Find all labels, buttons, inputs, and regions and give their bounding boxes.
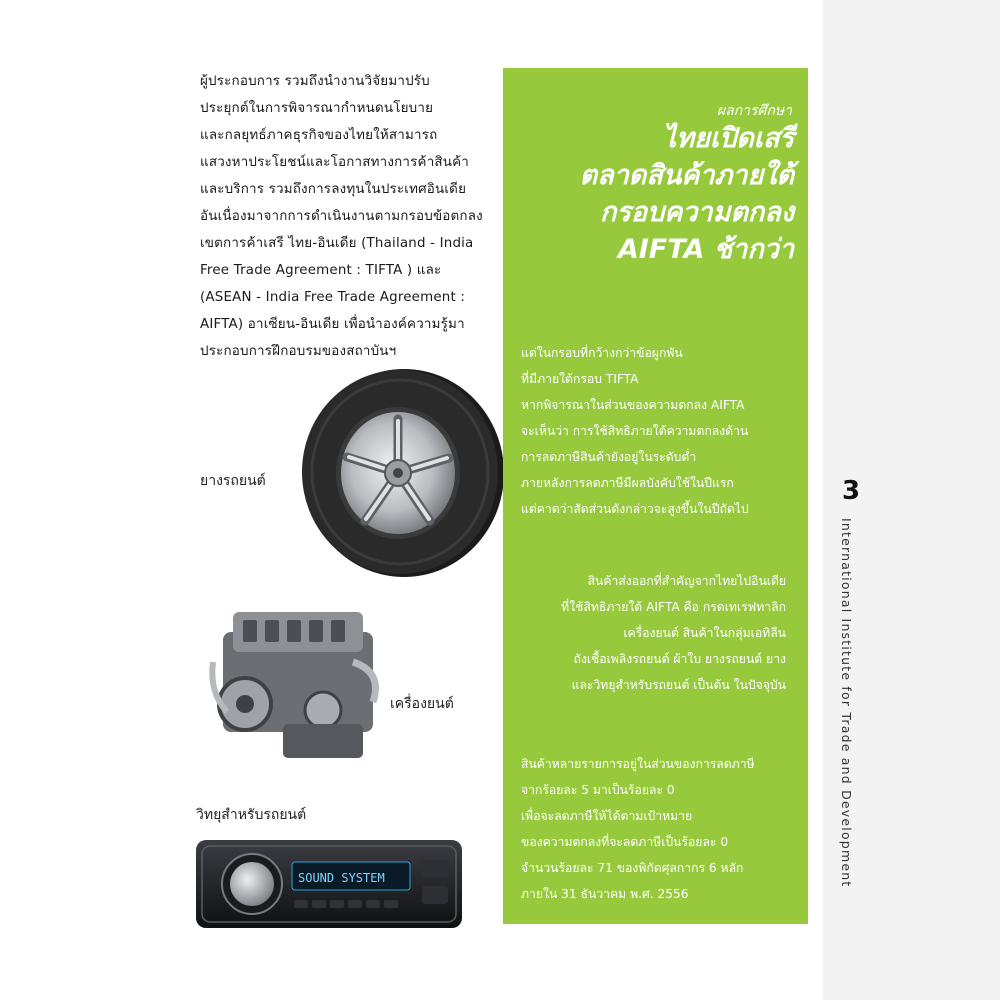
paragraph-line: เครื่องยนต์ สินค้าในกลุ่มเอทิลีน [623,626,786,640]
intro-line: (ASEAN - India Free Trade Agreement : [200,290,466,305]
intro-line: อันเนื่องมาจากการดำเนินงานตามกรอบข้อตกลง [200,209,483,224]
paragraph-line: ถังเชื้อเพลิงรถยนต์ ผ้าใบ ยางรถยนต์ ยาง [573,652,786,666]
paragraph-line: ภายหลังการลดภาษีมีผลบังคับใช้ในปีแรก [521,476,734,490]
intro-line: และกลยุทธ์ภาคธุรกิจของไทยให้สามารถ [200,128,438,143]
car-radio-label: วิทยุสำหรับรถยนต์ [196,807,307,823]
paragraph-line: แต่คาดว่าสัดส่วนดังกล่าวจะสูงขึ้นในปีถัดไป [521,502,749,516]
paragraph-line: แต่ในกรอบที่กว้างกว่าข้อผูกพัน [521,346,683,360]
car-radio-image [194,838,464,930]
paragraph-line: จำนวนร้อยละ 71 ของพิกัดศุลกากร 6 หลัก [521,861,744,875]
engine-label: เครื่องยนต์ [390,696,454,712]
paragraph-line: สินค้าส่งออกที่สำคัญจากไทยไปอินเดีย [587,574,786,588]
panel-headline [504,120,794,268]
paragraph-line: สินค้าหลายรายการอยู่ในส่วนของการลดภาษี [521,757,755,771]
page-margin-left [0,0,103,1000]
paragraph-line: การลดภาษีสินค้ายังอยู่ในระดับต่ำ [521,450,697,464]
panel-kicker: ผลการศึกษา [716,103,792,119]
intro-line: และบริการ รวมถึงการลงทุนในประเทศอินเดีย [200,182,467,197]
intro-line: ประกอบการฝึกอบรมของสถาบันฯ [200,344,397,359]
engine-image [203,592,393,767]
findings-panel [503,68,808,924]
intro-line: ผู้ประกอบการ รวมถึงนำงานวิจัยมาปรับ [200,74,430,89]
headline-line: ตลาดสินค้าภายใต้ [579,160,794,191]
paragraph-line: ภายใน 31 ธันวาคม พ.ศ. 2556 [521,887,689,901]
intro-line: ประยุกต์ในการพิจารณากำหนดนโยบาย [200,101,434,116]
page-number: 3 [842,476,861,506]
paragraph-line: ที่ใช้สิทธิภายใต้ AIFTA คือ กรดเทเรฟทาลิก [561,600,786,614]
paragraph-line: จะเห็นว่า การใช้สิทธิภายใต้ความตกลงด้าน [521,424,749,438]
panel-paragraph-3 [521,751,755,907]
paragraph-line: เพื่อจะลดภาษีให้ได้ตามเป้าหมาย [521,809,693,823]
tire-image [292,365,507,580]
running-side-text [836,518,856,888]
intro-line: แสวงหาประโยชน์และโอกาสทางการค้าสินค้า [200,155,470,170]
paragraph-line: และวิทยุสำหรับรถยนต์ เป็นต้น ในปัจจุบัน [571,678,786,692]
headline-line: ไทยเปิดเสรี [662,123,794,154]
panel-paragraph-1 [521,340,749,522]
headline-line: AIFTA ช้ากว่า [617,234,794,265]
paragraph-line: ที่มีภายใต้กรอบ TIFTA [521,372,639,386]
radio-display-text: SOUND SYSTEM [298,871,385,885]
intro-paragraph [200,68,490,365]
tire-label: ยางรถยนต์ [200,473,266,489]
running-side-text-label: International Institute for Trade and Development [839,518,854,888]
paragraph-line: จากร้อยละ 5 มาเป็นร้อยละ 0 [521,783,675,797]
headline-line: กรอบความตกลง [600,197,794,228]
paragraph-line: หากพิจารณาในส่วนของความตกลง AIFTA [521,398,745,412]
intro-line: AIFTA) อาเซียน-อินเดีย เพื่อนำองค์ความรู้มา [200,317,465,332]
intro-line: เขตการค้าเสรี ไทย-อินเดีย (Thailand - India [200,236,474,251]
intro-line: Free Trade Agreement : TIFTA ) และ [200,263,442,278]
panel-paragraph-2 [561,568,786,698]
paragraph-line: ของความตกลงที่จะลดภาษีเป็นร้อยละ 0 [521,835,729,849]
